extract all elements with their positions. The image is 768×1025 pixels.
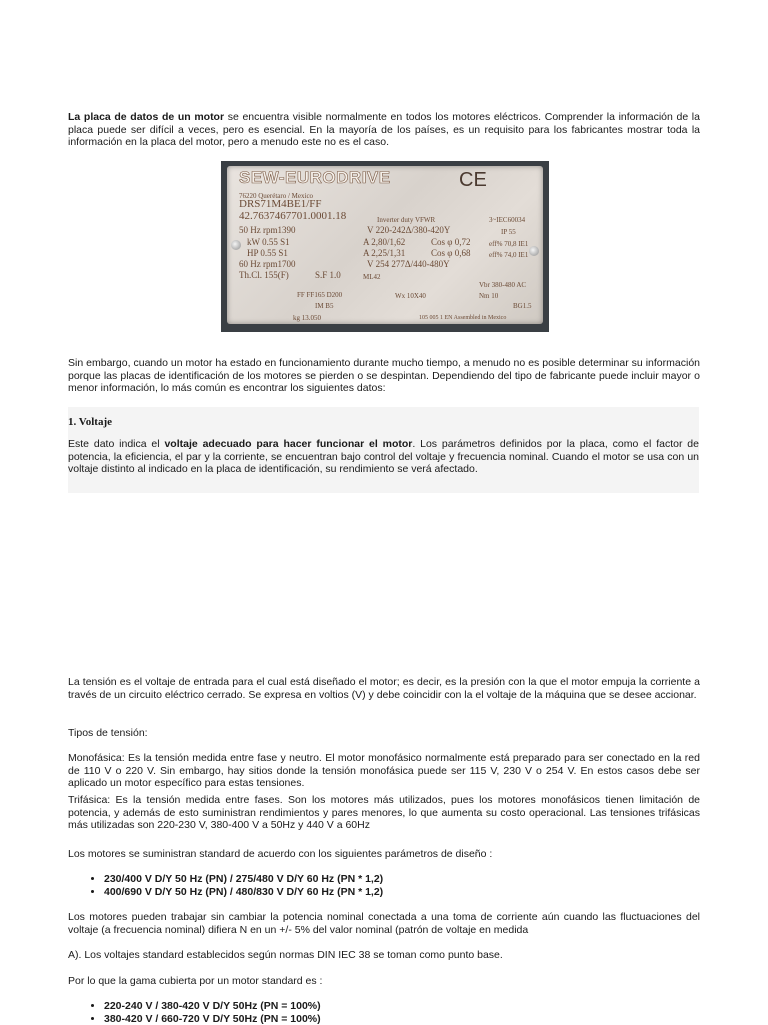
nameplate-assembled: 105 005 1 EN Assembled in Mexico — [419, 312, 506, 325]
voltage-text-bold: voltaje adecuado para hacer funcionar el motor — [164, 438, 412, 450]
nameplate-brand: SEW-EURODRIVE — [239, 172, 391, 185]
nameplate-l1-hz: 50 Hz rpm1390 — [239, 224, 296, 237]
nameplate-bg: BG1.5 — [513, 300, 531, 313]
nameplate-photo — [221, 161, 549, 332]
nameplate-address: 76220 Querétaro / Mexico — [239, 190, 313, 203]
nameplate-thermal-class: Th.Cl. 155(F) — [239, 269, 289, 282]
tension-types-heading: Tipos de tensión: — [68, 727, 700, 740]
nameplate-l3-hp: HP 0.55 S1 — [247, 247, 288, 260]
nameplate-l3-cos: Cos φ 0,68 — [431, 247, 470, 260]
nameplate-l2-cos: Cos φ 0,72 — [431, 236, 470, 249]
nameplate-l3-a: A 2,25/1,31 — [363, 247, 405, 260]
standard-range-paragraph: Por lo que la gama cubierta por un motor standard es : — [68, 975, 700, 988]
identification-paragraph: Sin embargo, cuando un motor ha estado en funcionamiento durante mucho tiempo, a menudo no es posible determinar su información porque las placas de identificación de los motores se pierden o se despintan. Dependiendo del tipo de fabricante puede incluir mayor o menor información, lo más común es encontrar los siguientes datos: — [68, 357, 700, 395]
voltage-fluctuation-paragraph: Los motores pueden trabajar sin cambiar la potencia nominal conectada a una toma de corriente aún cuando las fluctuaciones del voltaje (a frecuencia nominal) difiera N en un +/- 5% del valor nominal (patrón de voltaje en medida — [68, 911, 700, 936]
nameplate-l2-eff: eff% 70,8 IE1 — [489, 238, 528, 251]
voltage-paragraph — [68, 438, 699, 476]
nameplate-l2-a: A 2,80/1,62 — [363, 236, 405, 249]
standard-range-list — [68, 1000, 724, 1025]
intro-text: se encuentra visible normalmente en todos los motores eléctricos. Comprender la información de la placa puede ser difícil a veces, pero es esencial. En la mayoría de los países, es un requisito para los fabricantes mostrar toda la información en la placa del motor, pero a menudo este no es el caso. — [68, 111, 700, 148]
nameplate-inverter: Inverter duty VFWR — [377, 214, 435, 227]
intro-bold: La placa de datos de un motor — [68, 111, 224, 123]
nameplate-l4-hz: 60 Hz rpm1700 — [239, 258, 296, 271]
nameplate-l2-kw: kW 0.55 S1 — [247, 236, 290, 249]
voltage-text-pre: Este dato indica el — [68, 438, 164, 450]
nameplate-l4-v: V 254 277Δ/440-480Y — [367, 258, 450, 271]
list-item: • 230/400 V D/Y 50 Hz (PN) / 275/480 V D/Y 60 Hz (PN * 1,2) — [104, 873, 724, 886]
nameplate-serial: 42.7637467701.0001.18 — [239, 210, 346, 223]
nameplate-nm: Nm 10 — [479, 290, 498, 303]
nameplate-l3-eff: eff% 74,0 IE1 — [489, 249, 528, 262]
nameplate-vbr: Vbr 380-480 AC — [479, 279, 526, 292]
nameplate-model: DRS71M4BE1/FF — [239, 198, 322, 211]
list-item: • 400/690 V D/Y 50 Hz (PN) / 480/830 V D/Y 60 Hz (PN * 1,2) — [104, 886, 724, 899]
list-item: • 380-420 V / 660-720 V D/Y 50Hz (PN = 100%) — [104, 1013, 724, 1025]
design-parameters-paragraph: Los motores se suministran standard de acuerdo con los siguientes parámetros de diseño : — [68, 848, 700, 861]
monofasica-paragraph: Monofásica: Es la tensión medida entre fase y neutro. El motor monofásico normalmente está preparado para ser conectado en la red de 110 V o 220 V. Sin embargo, hay sitios donde la tensión monofásica puede ser 115 V, 230 V o 254 V. En estos casos debe ser aplicado un motor específico para estas tensiones. — [68, 752, 700, 790]
tension-paragraph: La tensión es el voltaje de entrada para el cual está diseñado el motor; es decir, es la presión con la que el motor empuja la corriente a través de un circuito eléctrico cerrado. Se expresa en voltios (V) y debe coincidir con la el voltaje de la máquina que se desee accionar. — [68, 676, 700, 701]
screw-icon — [231, 240, 241, 250]
nameplate-ff: FF FF165 D200 — [297, 289, 342, 302]
ce-mark: CE — [459, 174, 487, 187]
intro-paragraph — [68, 111, 700, 149]
nameplate-l1-v: V 220-242Δ/380-420Y — [367, 224, 450, 237]
design-parameters-list — [68, 873, 724, 898]
trifasica-paragraph: Trifásica: Es la tensión medida entre fases. Son los motores más utilizados, pues los motores monofásicos tienen limitación de potencia, y además de esto suministran rendimientos y pares menores, lo que aumenta su costo operacional. Las tensiones trifásicas más utilizadas son 220-230 V, 380-400 V a 50Hz y 440 V a 60Hz — [68, 794, 700, 832]
nameplate-l1-ip: IP 55 — [501, 226, 516, 239]
nameplate-imb5: IM B5 — [315, 300, 333, 313]
voltage-text-post: . Los parámetros definidos por la placa, como el factor de potencia, la eficiencia, el par y la corriente, se encuentran bajo control del voltaje y frecuencia nominal. Cuando el motor se usa con un voltaje distinto al indicado en la placa de identificación, su rendimiento se verá afectado. — [68, 438, 699, 475]
nameplate — [227, 166, 543, 324]
nameplate-wxh: Wx 10X40 — [395, 290, 426, 303]
nameplate-ml: ML42 — [363, 271, 381, 284]
nameplate-code: 3~IEC60034 — [489, 214, 525, 227]
nameplate-kg: kg 13.050 — [293, 312, 321, 325]
list-item: • 220-240 V / 380-420 V D/Y 50Hz (PN = 100%) — [104, 1000, 724, 1013]
screw-icon — [529, 246, 539, 256]
section-title-voltaje: 1. Voltaje — [68, 416, 112, 429]
nameplate-service-factor: S.F 1.0 — [315, 269, 341, 282]
din-standard-paragraph: A). Los voltajes standard establecidos según normas DIN IEC 38 se toman como punto base. — [68, 949, 700, 962]
